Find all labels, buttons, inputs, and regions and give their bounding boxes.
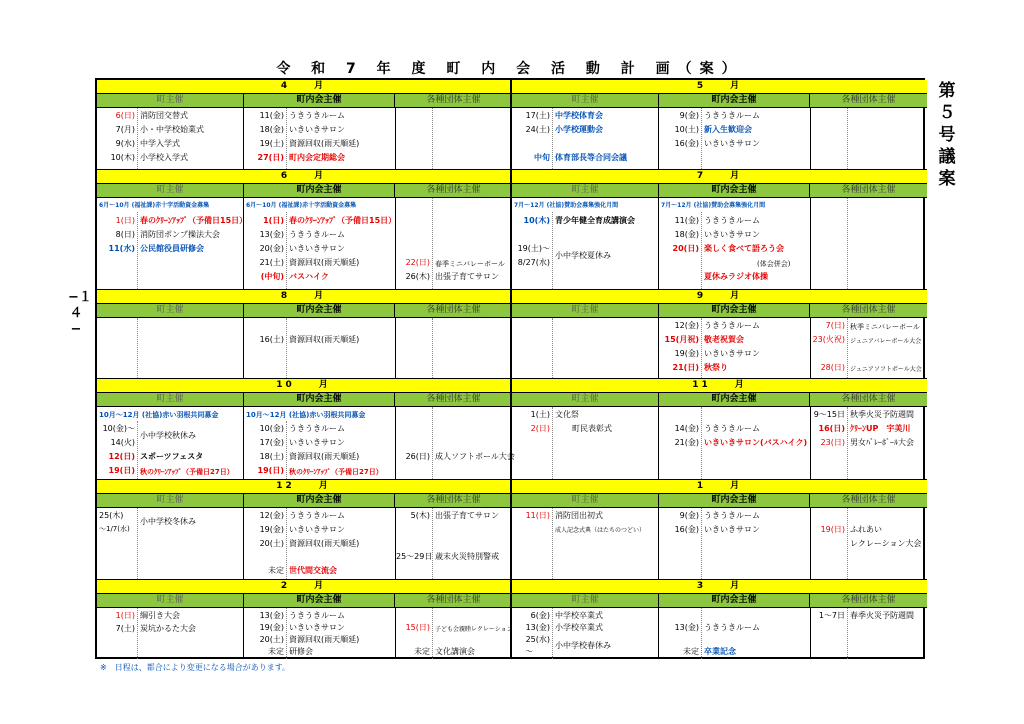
- event-date: 17(土): [525, 111, 550, 120]
- event-text: うきうきルーム: [704, 623, 760, 632]
- event-date: ～1/7(水): [99, 525, 130, 533]
- month-block-march: [512, 580, 927, 659]
- event-date: 13(金): [259, 230, 284, 239]
- event-text: 夏休みラジオ体操: [704, 272, 768, 281]
- event-text: 資源回収(雨天順延): [289, 258, 360, 267]
- event-text: うきうきルーム: [289, 111, 345, 120]
- header-town: 町主催: [571, 305, 599, 315]
- event-text: 小中学校春休み: [555, 641, 611, 650]
- left-column: [97, 80, 515, 657]
- event-date: 10(土): [674, 125, 699, 134]
- event-text: 7月～12月 (社協)賛助会募集強化月間: [514, 202, 619, 209]
- event-date: 17(金): [259, 438, 284, 447]
- event-date: 1(日): [263, 216, 284, 225]
- event-date: 13(金): [259, 611, 284, 620]
- event-date: 21(金): [674, 438, 699, 447]
- header-council: 町内会主催: [243, 594, 395, 608]
- event-text: 文化祭: [555, 410, 579, 419]
- event-date: 18(金): [259, 125, 284, 134]
- event-text: 町内会定期総会: [289, 153, 345, 162]
- event-date: 26(木): [405, 272, 430, 281]
- header-groups: 各種団体主催: [841, 394, 896, 404]
- event-date: 未定: [268, 647, 284, 656]
- header-council: 町内会主催: [243, 393, 395, 407]
- activity-calendar: [95, 78, 925, 659]
- event-text: 10月～12月 (社協)赤い羽根共同募金: [99, 411, 219, 419]
- month-header: 9 月: [512, 290, 927, 304]
- event-text: スポーツフェスタ: [140, 452, 204, 461]
- month-block-april: [97, 80, 510, 170]
- event-text: 資源回収(雨天順延): [289, 635, 360, 644]
- event-text: 子ども会親睦レクレーション: [435, 626, 513, 633]
- event-text: 小学校卒業式: [555, 623, 603, 632]
- event-date: 10(木): [110, 153, 135, 162]
- event-text: 町民表彰式: [572, 424, 612, 433]
- header-town: 町主催: [571, 185, 599, 195]
- event-date: 24(土): [525, 125, 550, 134]
- event-text: 秋のｸﾘｰﾝｱｯﾌﾟ（予備日27日）: [289, 468, 383, 476]
- month-block-january: [512, 480, 927, 580]
- event-date: 19(日): [257, 466, 284, 475]
- month-block-september: [512, 290, 927, 379]
- event-text: 秋のｸﾘｰﾝｱｯﾌﾟ（予備日27日）: [140, 468, 234, 476]
- event-text: うきうきルーム: [704, 111, 760, 120]
- event-date: 20(土): [259, 539, 284, 548]
- event-date: 19(土): [259, 139, 284, 148]
- event-text: いきいきサロン: [289, 623, 345, 632]
- event-text: いきいきサロン: [704, 230, 760, 239]
- event-text: レクレーション大会: [850, 539, 922, 548]
- header-groups: 各種団体主催: [426, 595, 481, 605]
- event-text: 春のｸﾘｰﾝｱｯﾌﾟ（予備日15日）: [289, 216, 397, 225]
- event-text: いきいきサロン: [704, 139, 760, 148]
- event-date: 8(日): [115, 230, 135, 239]
- header-council: 町内会主催: [243, 304, 395, 318]
- event-date: 13(金): [525, 623, 550, 632]
- event-text: 消防団交替式: [140, 111, 188, 120]
- event-date: 9(金): [679, 111, 699, 120]
- header-town: 町主催: [156, 394, 184, 404]
- event-date: 中旬: [534, 153, 550, 162]
- event-text: 6月～10月 (福祉課)赤十字活動資金募集: [99, 202, 210, 209]
- event-date: 16(金): [674, 525, 699, 534]
- month-body: [97, 108, 510, 170]
- header-groups: 各種団体主催: [426, 95, 481, 105]
- month-block-december: [97, 480, 510, 580]
- event-date: 10(金): [259, 424, 284, 433]
- event-date: 11(金): [259, 111, 284, 120]
- event-date: 16(日): [818, 424, 845, 433]
- event-date: 1(日): [115, 216, 135, 225]
- header-groups: 各種団体主催: [841, 185, 896, 195]
- event-text: いきいきサロン: [289, 438, 345, 447]
- event-text: 中学校体育会: [555, 111, 603, 120]
- event-date: 25(木): [99, 511, 124, 520]
- event-text: 秋祭り: [704, 363, 728, 372]
- event-date: 12(金): [674, 321, 699, 330]
- event-date: 1～7日: [818, 611, 845, 620]
- event-date: 10(木): [523, 216, 550, 225]
- header-town: 町主催: [571, 495, 599, 505]
- month-body: [512, 108, 927, 170]
- event-date: 22(日): [405, 258, 430, 267]
- month-body: [97, 608, 513, 659]
- event-text: 10月～12月 (社協)赤い羽根共同募金: [246, 411, 366, 419]
- month-body: [97, 407, 515, 480]
- header-town: 町主催: [156, 305, 184, 315]
- event-date: 7(土): [115, 624, 135, 633]
- month-block-august: [97, 290, 510, 379]
- event-date: 23(日): [820, 438, 845, 447]
- event-text: 小中学校夏休み: [555, 251, 611, 260]
- event-date: 18(土): [259, 452, 284, 461]
- column-header-row: [512, 304, 927, 318]
- event-date: 6(日): [115, 111, 135, 120]
- page-title: 令 和 7 年 度 町 内 会 活 動 計 画（案）: [276, 61, 744, 77]
- event-text: 出張子育てサロン: [435, 511, 499, 520]
- agenda-label: 第５号議案: [938, 81, 956, 189]
- event-date: 19(土)～: [517, 244, 550, 253]
- header-council: 町内会主催: [243, 94, 395, 108]
- event-text: 資源回収(雨天順延): [289, 335, 360, 344]
- month-body: [97, 318, 510, 379]
- header-groups: 各種団体主催: [426, 394, 481, 404]
- event-date: 16(金): [674, 139, 699, 148]
- header-town: 町主催: [571, 95, 599, 105]
- column-header-row: [512, 94, 927, 108]
- event-date: 19(日): [108, 466, 135, 475]
- event-text: バスハイク: [289, 272, 329, 281]
- column-header-row: [97, 94, 510, 108]
- event-date: 8/27(水): [517, 258, 550, 267]
- event-text: うきうきルーム: [289, 230, 345, 239]
- header-council: 町内会主催: [658, 494, 810, 508]
- event-date: 15(日): [405, 623, 430, 632]
- event-date: 21(日): [672, 363, 699, 372]
- header-town: 町主催: [156, 185, 184, 195]
- event-text: 成人記念式典（はたちのつどい）: [555, 527, 646, 534]
- month-body: [512, 608, 927, 659]
- event-date: 6(金): [530, 611, 550, 620]
- header-groups: 各種団体主催: [841, 305, 896, 315]
- event-date: (中旬): [260, 272, 284, 281]
- column-header-row: [97, 594, 510, 608]
- event-text: 文化講演会: [435, 647, 475, 656]
- event-text: 小中学校冬休み: [140, 517, 196, 526]
- event-text: 研修会: [289, 647, 313, 656]
- event-date: 7(月): [115, 125, 135, 134]
- event-text: 中学入学式: [140, 139, 180, 148]
- month-block-october: [97, 379, 515, 480]
- column-header-row: [97, 304, 510, 318]
- event-text: 成人ソフトボール大会: [435, 452, 515, 461]
- header-town: 町主催: [156, 495, 184, 505]
- event-text: ジュニアバレーボール大会: [850, 338, 922, 345]
- event-date: 14(火): [110, 438, 135, 447]
- month-block-february: [97, 580, 513, 659]
- month-header: 11 月: [512, 379, 927, 393]
- event-date: 19(日): [820, 525, 845, 534]
- month-header: 5 月: [512, 80, 927, 94]
- column-header-row: [97, 184, 510, 198]
- event-text: 7月～12月 (社協)賛助会募集強化月間: [661, 202, 766, 209]
- column-header-row: [512, 494, 927, 508]
- event-date: 未定: [268, 566, 284, 575]
- event-date: 26(日): [405, 452, 430, 461]
- event-date: ～: [525, 647, 533, 656]
- header-town: 町主催: [156, 595, 184, 605]
- footnote: ※ 日程は、都合により変更になる場合があります。: [100, 663, 291, 672]
- month-header: 12 月: [97, 480, 510, 494]
- column-header-row: [512, 184, 927, 198]
- month-header: 3 月: [512, 580, 927, 594]
- month-body: [512, 318, 927, 379]
- event-text: うきうきルーム: [704, 511, 760, 520]
- event-text: 炭坑かるた大会: [140, 624, 196, 633]
- event-date: 20(土): [259, 635, 284, 644]
- event-date: 11(水): [108, 244, 135, 253]
- month-body: [512, 198, 927, 290]
- event-date: 28(日): [820, 363, 845, 372]
- event-text: うきうきルーム: [704, 216, 760, 225]
- column-header-row: [97, 393, 510, 407]
- month-block-november: [512, 379, 927, 480]
- month-header: 1 月: [512, 480, 927, 494]
- event-date: 23(火祝): [812, 335, 845, 344]
- event-date: 19(金): [259, 525, 284, 534]
- event-date: 19(金): [674, 349, 699, 358]
- page-number: −１４−: [68, 290, 92, 337]
- event-text: 公民館役員研修会: [140, 244, 204, 253]
- event-text: 小学校入学式: [140, 153, 188, 162]
- event-text: 体育部長等合同会議: [555, 153, 627, 162]
- event-date: 25(水): [525, 635, 550, 644]
- event-date: 1(日): [115, 611, 135, 620]
- event-text: 世代間交流会: [289, 566, 337, 575]
- event-text: 卒業記念: [704, 647, 736, 656]
- month-body: [512, 508, 927, 580]
- event-text: ジュニアソフトボール大会: [850, 366, 922, 373]
- header-groups: 各種団体主催: [841, 495, 896, 505]
- event-text: 新入生歓迎会: [704, 125, 752, 134]
- event-date: 12(日): [108, 452, 135, 461]
- event-text: 男女ﾊﾞﾚｰﾎﾞｰﾙ大会: [850, 438, 914, 447]
- event-date: 7(日): [825, 321, 845, 330]
- column-header-row: [512, 393, 927, 407]
- event-date: 21(土): [259, 258, 284, 267]
- month-header: 8 月: [97, 290, 510, 304]
- event-date: 19(金): [259, 623, 284, 632]
- event-text: 小・中学校始業式: [140, 125, 204, 134]
- month-header: 6 月: [97, 170, 510, 184]
- event-text: いきいきサロン: [289, 125, 345, 134]
- column-header-row: [97, 494, 510, 508]
- event-text: ｸﾘｰﾝUP 宇美川: [850, 424, 911, 433]
- event-date: 12(金): [259, 511, 284, 520]
- event-text: うきうきルーム: [289, 424, 345, 433]
- header-groups: 各種団体主催: [841, 95, 896, 105]
- month-header: 4 月: [97, 80, 510, 94]
- event-note: (体会併会): [757, 260, 791, 268]
- event-text: うきうきルーム: [289, 611, 345, 620]
- event-date: 18(金): [674, 230, 699, 239]
- event-date: 15(月祝): [664, 335, 699, 344]
- event-date: 未定: [683, 647, 699, 656]
- header-groups: 各種団体主催: [426, 305, 481, 315]
- event-date: 13(金): [674, 623, 699, 632]
- event-date: 14(金): [674, 424, 699, 433]
- event-date: 20(金): [259, 244, 284, 253]
- event-text: うきうきルーム: [289, 511, 345, 520]
- month-header: 7 月: [512, 170, 927, 184]
- event-text: いきいきサロン(バスハイク): [704, 438, 808, 447]
- header-council: 町内会主催: [658, 594, 810, 608]
- event-text: ふれあい: [850, 525, 882, 534]
- event-text: 6月～10月 (福祉課)赤十字活動資金募集: [246, 202, 357, 209]
- month-body: [512, 407, 927, 480]
- event-text: いきいきサロン: [289, 244, 345, 253]
- event-date: 9(金): [679, 511, 699, 520]
- event-date: 11(金): [674, 216, 699, 225]
- event-text: 資源回収(雨天順延): [289, 452, 360, 461]
- event-text: いきいきサロン: [289, 525, 345, 534]
- header-council: 町内会主催: [243, 184, 395, 198]
- event-text: 青少年健全育成講演会: [555, 216, 635, 225]
- event-text: 春季ミニバレーボール: [435, 260, 505, 268]
- event-text: 春季火災予防週間: [850, 611, 914, 620]
- month-body: [97, 198, 510, 290]
- event-text: 小学校運動会: [555, 125, 603, 134]
- event-text: うきうきルーム: [704, 321, 760, 330]
- event-date: 2(日): [530, 424, 550, 433]
- event-text: 中学校卒業式: [555, 611, 603, 620]
- header-council: 町内会主催: [658, 304, 810, 318]
- header-council: 町内会主催: [658, 393, 810, 407]
- month-block-july: [512, 170, 927, 290]
- header-council: 町内会主催: [243, 494, 395, 508]
- event-text: 消防団出初式: [555, 511, 603, 520]
- event-date: 9～15日: [813, 410, 845, 419]
- event-text: うきうきルーム: [704, 424, 760, 433]
- header-town: 町主催: [571, 595, 599, 605]
- event-text: 綱引き大会: [140, 611, 180, 620]
- event-text: 春のｸﾘｰﾝｱｯﾌﾟ（予備日15日）: [140, 216, 248, 225]
- event-date: 25～29日: [396, 552, 433, 561]
- header-groups: 各種団体主催: [426, 185, 481, 195]
- header-town: 町主催: [571, 394, 599, 404]
- header-groups: 各種団体主催: [426, 495, 481, 505]
- event-date: 16(土): [259, 335, 284, 344]
- event-text: 敬老祝賀会: [704, 335, 744, 344]
- event-text: 小中学校秋休み: [140, 431, 196, 440]
- event-text: 出張子育てサロン: [435, 272, 499, 281]
- header-groups: 各種団体主催: [841, 595, 896, 605]
- event-text: 楽しく食べて語ろう会: [704, 244, 784, 253]
- event-date: 27(日): [257, 153, 284, 162]
- event-text: 資源回収(雨天順延): [289, 539, 360, 548]
- event-date: 1(土): [530, 410, 550, 419]
- month-block-june: [97, 170, 510, 290]
- month-header: 2 月: [97, 580, 510, 594]
- event-date: 11(日): [525, 511, 550, 520]
- event-text: 秋季火災予防週間: [850, 410, 914, 419]
- event-text: いきいきサロン: [704, 349, 760, 358]
- header-town: 町主催: [156, 95, 184, 105]
- event-text: いきいきサロン: [704, 525, 760, 534]
- event-date: 未定: [414, 647, 430, 656]
- column-header-row: [512, 594, 927, 608]
- event-text: 秋季ミニバレーボール: [850, 323, 920, 331]
- event-text: 歳末火災特別警戒: [435, 552, 499, 561]
- event-text: 消防団ポンプ操法大会: [140, 230, 220, 239]
- event-date: 9(水): [115, 139, 135, 148]
- header-council: 町内会主催: [658, 94, 810, 108]
- event-date: 20(日): [672, 244, 699, 253]
- header-council: 町内会主催: [658, 184, 810, 198]
- right-column: [512, 80, 927, 657]
- month-block-may: [512, 80, 927, 170]
- event-date: 5(木): [410, 511, 430, 520]
- month-header: 10 月: [97, 379, 510, 393]
- month-body: [97, 508, 510, 580]
- event-date: 10(金)～: [102, 424, 135, 433]
- event-text: 資源回収(雨天順延): [289, 139, 360, 148]
